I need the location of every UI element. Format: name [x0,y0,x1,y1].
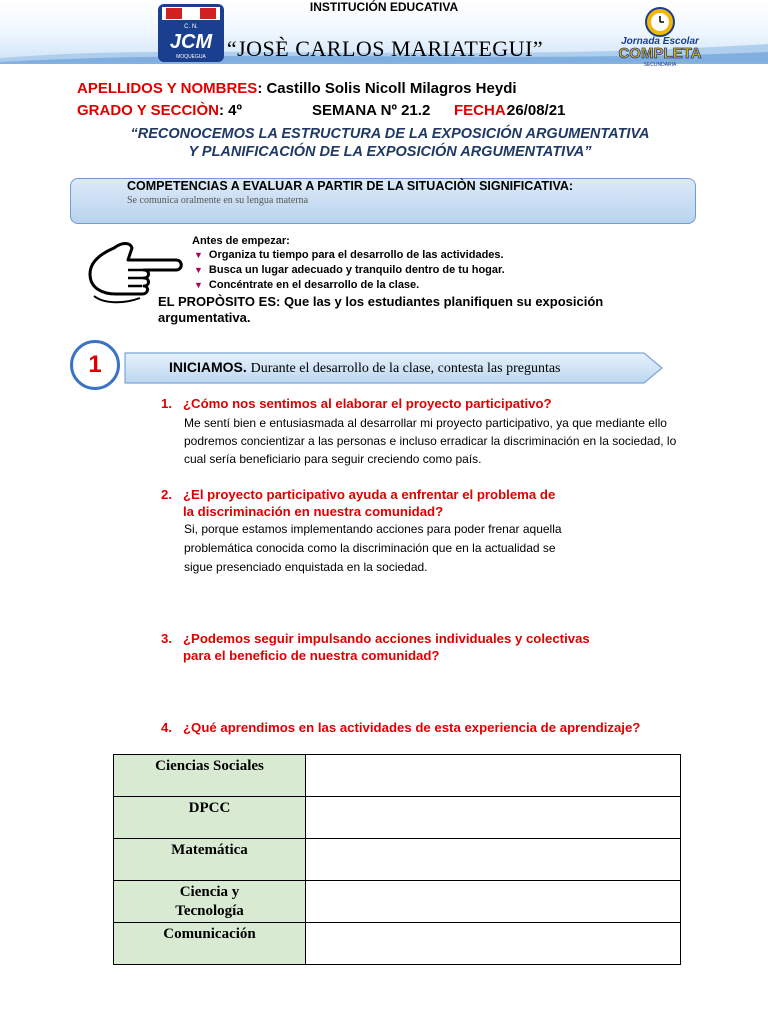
table-row [114,881,681,923]
section-subtitle: Durante el desarrollo de la clase, contesta las preguntas [250,361,561,376]
logo-city: MOQUEGUA [176,54,206,60]
table-label-cell: Ciencia y Tecnología [114,881,306,923]
table-row [114,839,681,881]
name-label: APELLIDOS Y NOMBRES [77,80,258,97]
table-answer-cell[interactable] [306,923,681,965]
grade-row [77,102,697,119]
logo-letters-main: JCM [169,31,213,53]
table-label-cell: DPCC [114,797,306,839]
question-4: 4. ¿Qué aprendimos en las actividades de esta experiencia de aprendizaje? [161,720,641,735]
jornada-logo [598,6,722,68]
competencies-heading: COMPETENCIAS A EVALUAR A PARTIR DE LA SITUACIÒN SIGNIFICATIVA: [127,179,574,193]
section-number-badge: 1 [70,340,120,390]
list-item: ▼ Organiza tu tiempo para el desarrollo de las actividades. [194,249,504,261]
logo-letters-small: C. N. [184,24,198,30]
date-value: 26/08/21 [507,102,566,119]
learning-table [113,754,681,965]
week-label: SEMANA Nº 21.2 [312,102,431,119]
table-row [114,755,681,797]
student-name-row [77,80,517,97]
answer-2: Si, porque estamos implementando acciones para poder frenar aquella problemática conocida como la discriminación que en la actualidad se sigue presenciado enquistada en la sociedad. [184,522,562,574]
table-label-cell: Matemática [114,839,306,881]
table-label-cell: Comunicación [114,923,306,965]
jornada-line1: Jornada Escolar [621,36,699,47]
arrow-down-icon: ▼ [194,265,203,275]
question-2: 2. ¿El proyecto participativo ayuda a enfrentar el problema de la discriminación en nuestra comunidad? [161,487,556,519]
table-answer-cell[interactable] [306,881,681,923]
list-item: ▼ Busca un lugar adecuado y tranquilo dentro de tu hogar. [194,264,505,276]
name-value: : Castillo Solis Nicoll Milagros Heydi [257,80,517,97]
logo-letters-top: I E [185,9,197,19]
jornada-line3: SECUNDARIA [643,62,677,68]
table-answer-cell[interactable] [306,797,681,839]
institution-label: INSTITUCIÓN EDUCATIVA [309,0,459,14]
competencies-subtitle: Se comunica oralmente en su lengua materna [127,195,309,206]
arrow-down-icon: ▼ [194,250,203,260]
grade-label: GRADO Y SECCIÒN [77,102,219,119]
table-row [114,797,681,839]
purpose-line2: argumentativa. [158,310,251,325]
purpose-line1: EL PROPÒSITO ES: Que las y los estudiantes planifiquen su exposición [158,294,604,309]
date-label: FECHA: [454,102,511,119]
arrow-down-icon: ▼ [194,280,203,290]
question-1: 1. ¿Cómo nos sentimos al elaborar el proyecto participativo? [161,396,552,411]
jornada-line2: COMPLETA [618,45,702,62]
grade-value: : 4º [218,102,242,119]
purpose-text [158,294,678,326]
page-title-line1: “RECONOCEMOS LA ESTRUCTURA DE LA EXPOSICIÓN ARGUMENTATIVA [130,126,650,142]
answer-1: Me sentí bien e entusiasmada al desarrollar mi proyecto participativo, ya que mediante ello podremos concientizar a las personas e incluso erradicar la discriminación en la sociedad, lo cual sería beneficiario para seguir creciendo como país. [184,416,677,466]
table-answer-cell[interactable] [306,839,681,881]
section-title [169,359,561,377]
before-heading: Antes de empezar: [192,235,290,247]
table-label-cell: Ciencias Sociales [114,755,306,797]
table-answer-cell[interactable] [306,755,681,797]
table-row [114,923,681,965]
list-item: ▼ Concéntrate en el desarrollo de la clase. [194,279,420,291]
school-name: “JOSÈ CARLOS MARIATEGUI” [226,36,544,61]
question-3: 3. ¿Podemos seguir impulsando acciones individuales y colectivas para el beneficio de nuestra comunidad? [161,631,590,663]
page-title-line2: Y PLANIFICACIÓN DE LA EXPOSICIÓN ARGUMENTATIVA” [188,144,592,160]
section-title-bold: INICIAMOS. [169,359,247,375]
